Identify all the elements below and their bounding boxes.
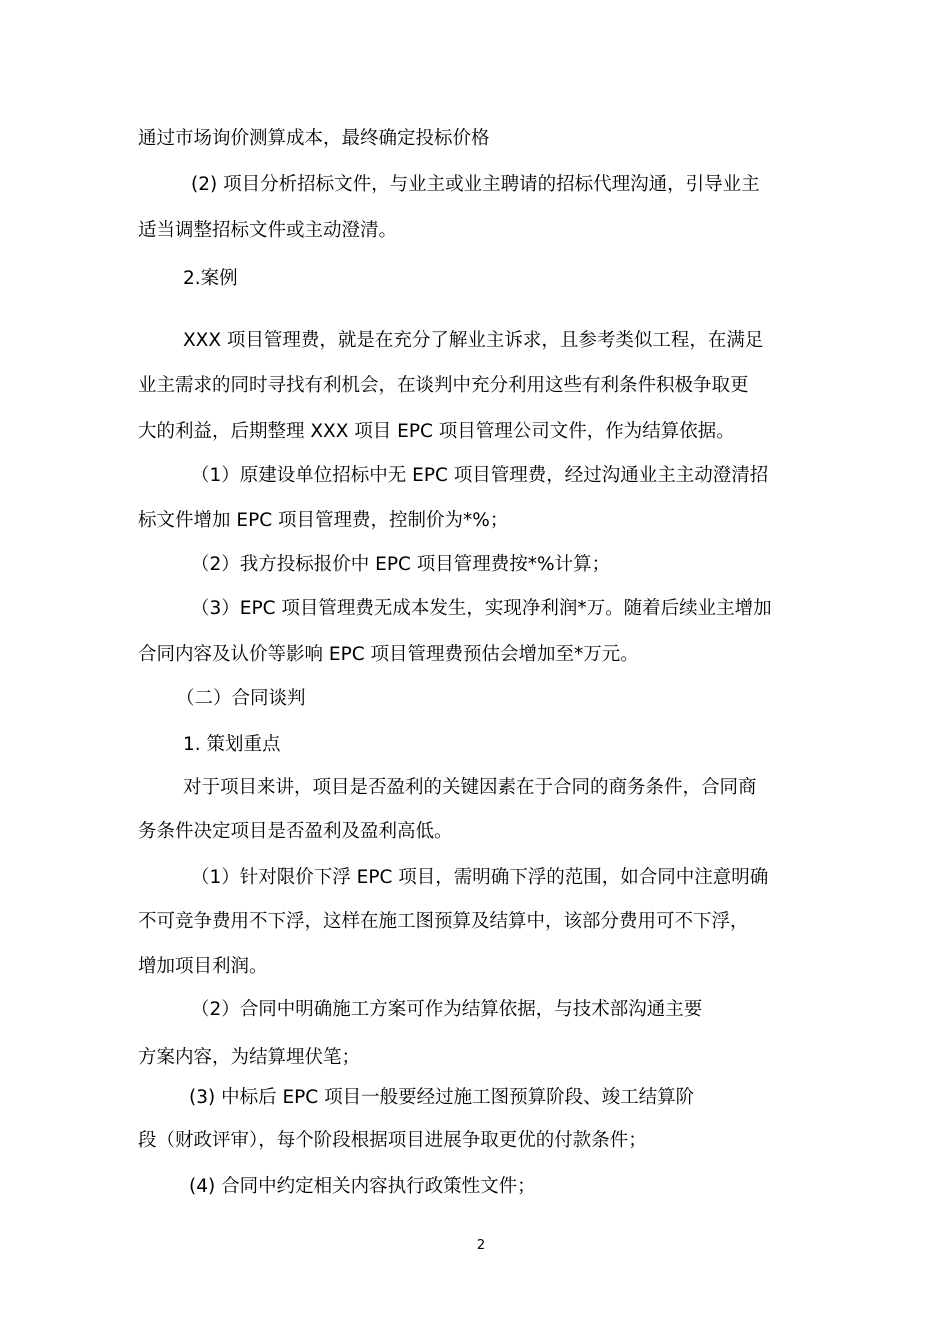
- body-text-line: 不可竞争费用不下浮，这样在施工图预算及结算中，该部分费用可不下浮，: [138, 911, 749, 932]
- body-text-line: 业主需求的同时寻找有利机会，在谈判中充分利用这些有利条件积极争取更: [138, 375, 749, 396]
- section-heading: 2.案例: [183, 268, 238, 289]
- body-text-line: （2）我方投标报价中 EPC 项目管理费按*%计算；: [191, 554, 611, 575]
- body-text-line: 通过市场询价测算成本，最终确定投标价格: [138, 128, 490, 149]
- body-text-line: 增加项目利润。: [138, 956, 268, 977]
- body-text-line: 方案内容，为结算埋伏笔；: [138, 1047, 361, 1068]
- subsection-heading: 1. 策划重点: [183, 734, 281, 755]
- body-text-line: （2）合同中明确施工方案可作为结算依据，与技术部沟通主要: [191, 999, 703, 1020]
- body-text-line: (4) 合同中约定相关内容执行政策性文件；: [189, 1176, 536, 1197]
- page-number: 2: [476, 1238, 486, 1253]
- body-text-line: 标文件增加 EPC 项目管理费，控制价为*%；: [138, 510, 509, 531]
- body-text-line: （1）原建设单位招标中无 EPC 项目管理费，经过沟通业主主动澄清招: [191, 465, 769, 486]
- section-heading: （二）合同谈判: [176, 688, 306, 709]
- body-text-line: (2) 项目分析招标文件，与业主或业主聘请的招标代理沟通，引导业主: [191, 174, 760, 195]
- body-text-line: （3）EPC 项目管理费无成本发生，实现净利润*万。随着后续业主增加: [191, 598, 772, 619]
- body-text-line: 段（财政评审），每个阶段根据项目进展争取更优的付款条件；: [138, 1130, 647, 1151]
- body-text-line: （1）针对限价下浮 EPC 项目，需明确下浮的范围，如合同中注意明确: [191, 867, 769, 888]
- body-text-line: 大的利益，后期整理 XXX 项目 EPC 项目管理公司文件，作为结算依据。: [138, 421, 735, 442]
- body-text-line: 务条件决定项目是否盈利及盈利高低。: [138, 821, 453, 842]
- body-text-line: 适当调整招标文件或主动澄清。: [138, 220, 398, 241]
- body-text-line: (3) 中标后 EPC 项目一般要经过施工图预算阶段、竣工结算阶: [189, 1087, 695, 1108]
- body-text-line: 合同内容及认价等影响 EPC 项目管理费预估会增加至*万元。: [138, 644, 639, 665]
- body-text-line: XXX 项目管理费，就是在充分了解业主诉求，且参考类似工程，在满足: [183, 330, 764, 351]
- body-text-line: 对于项目来讲，项目是否盈利的关键因素在于合同的商务条件，合同商: [183, 777, 757, 798]
